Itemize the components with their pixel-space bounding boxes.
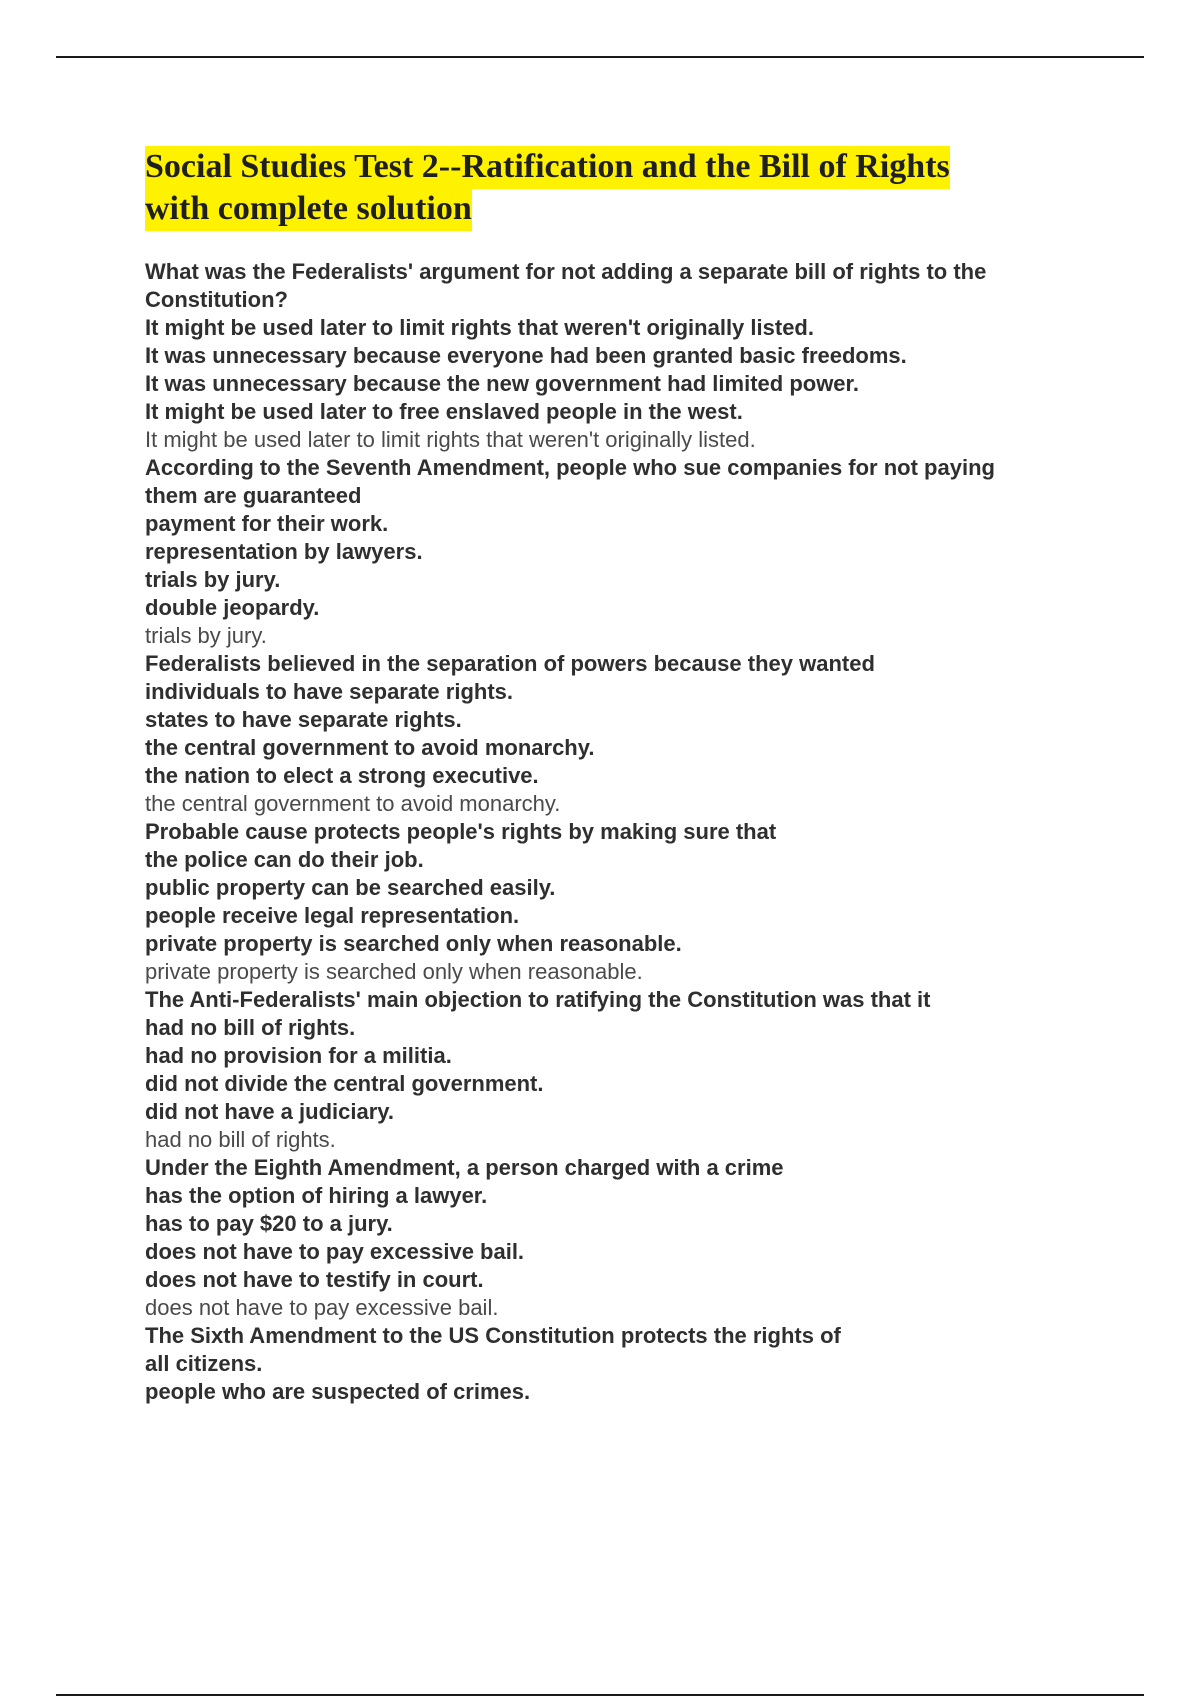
option: double jeopardy.	[145, 595, 320, 620]
qa-item-1	[145, 258, 1105, 454]
option: states to have separate rights.	[145, 707, 462, 732]
bottom-rule	[56, 1694, 1144, 1696]
option: had no provision for a militia.	[145, 1043, 452, 1068]
answer: It might be used later to limit rights that weren't originally listed.	[145, 427, 756, 452]
qa-item-7	[145, 1322, 1105, 1406]
answer: had no bill of rights.	[145, 1127, 336, 1152]
question-text: The Sixth Amendment to the US Constitution protects the rights of	[145, 1323, 841, 1348]
option: trials by jury.	[145, 567, 281, 592]
option: has to pay $20 to a jury.	[145, 1211, 393, 1236]
option: has the option of hiring a lawyer.	[145, 1183, 488, 1208]
qa-item-2	[145, 454, 1105, 650]
question-text-continued: them are guaranteed	[145, 483, 362, 508]
option: the police can do their job.	[145, 847, 424, 872]
title-line-2: with complete solution	[145, 190, 472, 227]
option: payment for their work.	[145, 511, 389, 536]
option: the nation to elect a strong executive.	[145, 763, 539, 788]
option: It might be used later to limit rights that weren't originally listed.	[145, 315, 814, 340]
question-text: Probable cause protects people's rights by making sure that	[145, 819, 777, 844]
title-line-1: Social Studies Test 2--Ratification and the Bill of Rights	[145, 148, 950, 185]
option: It was unnecessary because the new government had limited power.	[145, 371, 860, 396]
qa-item-4	[145, 818, 1105, 986]
option: did not divide the central government.	[145, 1071, 544, 1096]
document-title	[145, 146, 1085, 230]
option: does not have to pay excessive bail.	[145, 1239, 525, 1264]
question-text: According to the Seventh Amendment, people who sue companies for not paying	[145, 455, 995, 480]
option: the central government to avoid monarchy.	[145, 735, 595, 760]
question-text: The Anti-Federalists' main objection to ratifying the Constitution was that it	[145, 987, 931, 1012]
option: does not have to testify in court.	[145, 1267, 484, 1292]
question-text-continued: Constitution?	[145, 287, 288, 312]
title-highlight	[145, 146, 950, 231]
question-text: Federalists believed in the separation of powers because they wanted	[145, 651, 875, 676]
answer: trials by jury.	[145, 623, 267, 648]
option: representation by lawyers.	[145, 539, 423, 564]
option: people who are suspected of crimes.	[145, 1379, 531, 1404]
option: people receive legal representation.	[145, 903, 520, 928]
answer: the central government to avoid monarchy.	[145, 791, 561, 816]
option: all citizens.	[145, 1351, 263, 1376]
option: It was unnecessary because everyone had been granted basic freedoms.	[145, 343, 907, 368]
option: It might be used later to free enslaved people in the west.	[145, 399, 743, 424]
question-text: What was the Federalists' argument for not adding a separate bill of rights to the	[145, 259, 987, 284]
qa-item-5	[145, 986, 1105, 1154]
qa-content	[145, 258, 1105, 1406]
option: had no bill of rights.	[145, 1015, 356, 1040]
answer: private property is searched only when reasonable.	[145, 959, 643, 984]
option: individuals to have separate rights.	[145, 679, 513, 704]
option: private property is searched only when reasonable.	[145, 931, 682, 956]
option: did not have a judiciary.	[145, 1099, 394, 1124]
qa-item-6	[145, 1154, 1105, 1322]
qa-item-3	[145, 650, 1105, 818]
question-text: Under the Eighth Amendment, a person charged with a crime	[145, 1155, 784, 1180]
option: public property can be searched easily.	[145, 875, 556, 900]
top-rule	[56, 56, 1144, 58]
answer: does not have to pay excessive bail.	[145, 1295, 499, 1320]
